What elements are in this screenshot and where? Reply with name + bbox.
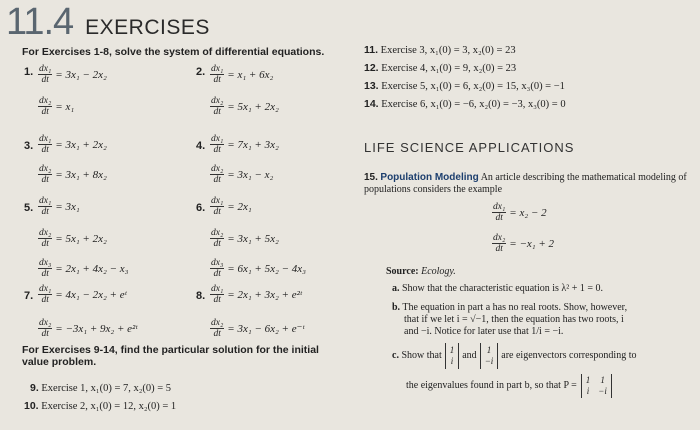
equation: $\frac{\text{dx₂}}{dt}$ = −3x₁ + 9x₂ + e²ᵗ [39,318,138,339]
problem-number: 1. [24,66,34,78]
equation: $\frac{\text{dx₂}}{dt}$ = x₁ [39,96,75,117]
life-science-heading: LIFE SCIENCE APPLICATIONS [364,140,575,155]
problem-number: 6. [196,202,206,214]
problem-number: 8. [196,290,206,302]
p15-equation-1: $\frac{\text{dx₁}}{dt}$ = x₂ − 2 [493,202,547,223]
part-c: c. Show that 1 i and 1 −i are eigenvectors corresponding to [392,343,637,369]
equation: $\frac{\text{dx₂}}{dt}$ = 3x₁ + 5x₂ [211,228,279,249]
problem-number: 7. [24,290,34,302]
equation: $\frac{\text{dx₂}}{dt}$ = 5x₁ + 2x₂ [211,96,279,117]
section-number: 11.4 [6,1,74,43]
equation: $\frac{\text{dx₂}}{dt}$ = 3x₁ + 8x₂ [39,164,107,185]
problem-15-intro: 15. Population Modeling An article describing the mathematical modeling of populations considers the example [364,172,687,195]
equation: $\frac{\text{dx₂}}{dt}$ = 5x₁ + 2x₂ [39,228,107,249]
problem-number: 4. [196,140,206,152]
equation: $\frac{\text{dx₁}}{dt}$ = 3x₁ [39,196,80,217]
section-header [6,2,210,42]
part-c-line2: the eigenvalues found in part b, so that P = 1 i 1 −i [406,374,612,398]
problem-number: 5. [24,202,34,214]
exercise-14: 14. Exercise 6, x₁(0) = −6, x₂(0) = −3, x₃(0) = 0 [364,98,566,110]
equation: $\frac{\text{dx₁}}{dt}$ = 3x₁ + 2x₂ [39,134,107,155]
equation: $\frac{\text{dx₃}}{dt}$ = 6x₁ + 5x₂ − 4x₃ [211,258,306,279]
eigenvector-1: 1 i [445,343,460,369]
section-title: EXERCISES [85,16,210,39]
exercise-11: 11. Exercise 3, x₁(0) = 3, x₂(0) = 23 [364,44,516,56]
instructions-9-14: For Exercises 9-14, find the particular solution for the initial value problem. [22,344,319,368]
exercise-13: 13. Exercise 5, x₁(0) = 6, x₂(0) = 15, x₃(0) = −1 [364,80,565,92]
equation: $\frac{\text{dx₁}}{dt}$ = 2x₁ [211,196,252,217]
part-b: b. The equation in part a has no real roots. Show, however, that if we let i = √−1, then the equation has two roots, i and −i. Notice for later use that 1/i = −i. [392,302,628,337]
instructions-1-8: For Exercises 1-8, solve the system of differential equations. [22,46,325,58]
equation: $\frac{\text{dx₂}}{dt}$ = 3x₁ − x₂ [211,164,274,185]
problem-number: 3. [24,140,34,152]
part-a: a. Show that the characteristic equation is λ² + 1 = 0. [392,283,604,294]
matrix-P: 1 i 1 −i [581,374,612,398]
eigenvector-2: 1 −i [480,343,499,369]
p15-equation-2: $\frac{\text{dx₂}}{dt}$ = −x₁ + 2 [493,233,555,254]
equation: $\frac{\text{dx₃}}{dt}$ = 2x₁ + 4x₂ − x₃ [39,258,129,279]
exercise-9: 9. Exercise 1, x₁(0) = 7, x₂(0) = 5 [30,382,172,394]
equation: $\frac{\text{dx₁}}{dt}$ = 3x₁ − 2x₂ [39,64,107,85]
problem-number: 2. [196,66,206,78]
equation: $\frac{\text{dx₁}}{dt}$ = 4x₁ − 2x₂ + eᵗ [39,284,127,305]
exercise-12: 12. Exercise 4, x₁(0) = 9, x₂(0) = 23 [364,62,517,74]
source-line: Source: Ecology. [386,266,456,277]
equation: $\frac{\text{dx₁}}{dt}$ = 7x₁ + 3x₂ [211,134,279,155]
equation: $\frac{\text{dx₁}}{dt}$ = 2x₁ + 3x₂ + e²ᵗ [211,284,302,305]
exercise-10: 10. Exercise 2, x₁(0) = 12, x₂(0) = 1 [24,400,177,412]
equation: $\frac{\text{dx₁}}{dt}$ = x₁ + 6x₂ [211,64,274,85]
equation: $\frac{\text{dx₂}}{dt}$ = 3x₁ − 6x₂ + e⁻ᵗ [211,318,305,339]
